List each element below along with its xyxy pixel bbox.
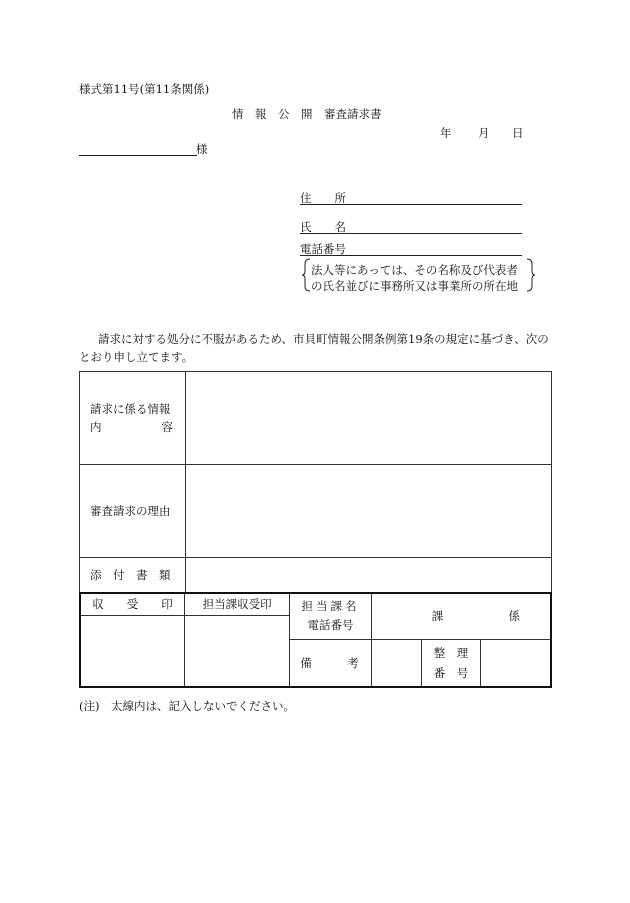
phone-field[interactable] bbox=[300, 255, 522, 256]
dept-name-cell bbox=[290, 593, 371, 639]
phone-label: 電話番号 bbox=[300, 242, 346, 256]
info-content-label-b: 容 bbox=[161, 420, 173, 434]
date-month: 月 bbox=[478, 126, 490, 140]
addressee-line[interactable] bbox=[79, 155, 197, 156]
dept-name-label: 担当課名 bbox=[301, 599, 360, 614]
remarks-label-cell bbox=[290, 639, 371, 687]
address-label: 住 所 bbox=[300, 191, 346, 205]
attachments-field[interactable] bbox=[186, 558, 552, 593]
section-label: 課 bbox=[431, 609, 444, 624]
reason-label: 審査請求の理由 bbox=[90, 504, 171, 518]
request-table bbox=[79, 371, 552, 593]
date-year: 年 bbox=[440, 126, 452, 140]
form-number: 様式第11号(第11条関係) bbox=[79, 82, 210, 96]
attachments-label: 添 付 書 類 bbox=[90, 568, 171, 582]
receipt-stamp-header: 収 受 印 bbox=[80, 593, 184, 615]
subsection-label: 係 bbox=[508, 609, 520, 624]
document-title: 情 報 公 開 審査請求書 bbox=[232, 107, 382, 121]
dept-receipt-stamp-header: 担当課収受印 bbox=[184, 593, 289, 615]
info-content-field[interactable] bbox=[186, 372, 552, 465]
ref-number-label-cell bbox=[421, 639, 480, 687]
name-field[interactable] bbox=[300, 233, 522, 234]
right-bracket-icon bbox=[525, 258, 535, 292]
ref-number-label-2: 番 号 bbox=[433, 665, 469, 680]
corp-note-line2: の氏名並びに事務所又は事業所の所在地 bbox=[311, 279, 518, 293]
section-cell[interactable] bbox=[371, 593, 551, 639]
info-content-label-a: 内 bbox=[90, 420, 102, 434]
dept-phone-label: 電話番号 bbox=[307, 618, 354, 633]
remarks-field[interactable] bbox=[371, 639, 421, 687]
receipt-stamp-box[interactable] bbox=[80, 615, 184, 687]
remarks-label-a: 備 bbox=[300, 655, 312, 670]
body-text-line2: とおり申し立てます。 bbox=[79, 350, 194, 364]
name-label: 氏 名 bbox=[300, 220, 346, 234]
ref-number-label-1: 整 理 bbox=[433, 645, 469, 660]
attachments-label-cell bbox=[80, 558, 186, 593]
office-use-table bbox=[79, 592, 552, 688]
corp-note-line1: 法人等にあっては、その名称及び代表者 bbox=[311, 263, 518, 277]
addressee-suffix: 様 bbox=[196, 142, 208, 156]
address-field[interactable] bbox=[300, 204, 522, 205]
remarks-label-b: 考 bbox=[347, 655, 359, 670]
info-content-label-cell bbox=[80, 372, 186, 465]
reason-field[interactable] bbox=[186, 465, 552, 558]
date-day: 日 bbox=[512, 126, 524, 140]
dept-receipt-stamp-box[interactable] bbox=[184, 615, 289, 687]
ref-number-field[interactable] bbox=[481, 639, 551, 687]
footnote: (注) 太線内は、記入しないでください。 bbox=[79, 699, 295, 713]
body-text-line1: 請求に対する処分に不服があるため、市貝町情報公開条例第19条の規定に基づき、次の bbox=[98, 332, 549, 346]
reason-label-cell bbox=[80, 465, 186, 558]
info-content-label: 請求に係る情報 bbox=[90, 402, 171, 416]
